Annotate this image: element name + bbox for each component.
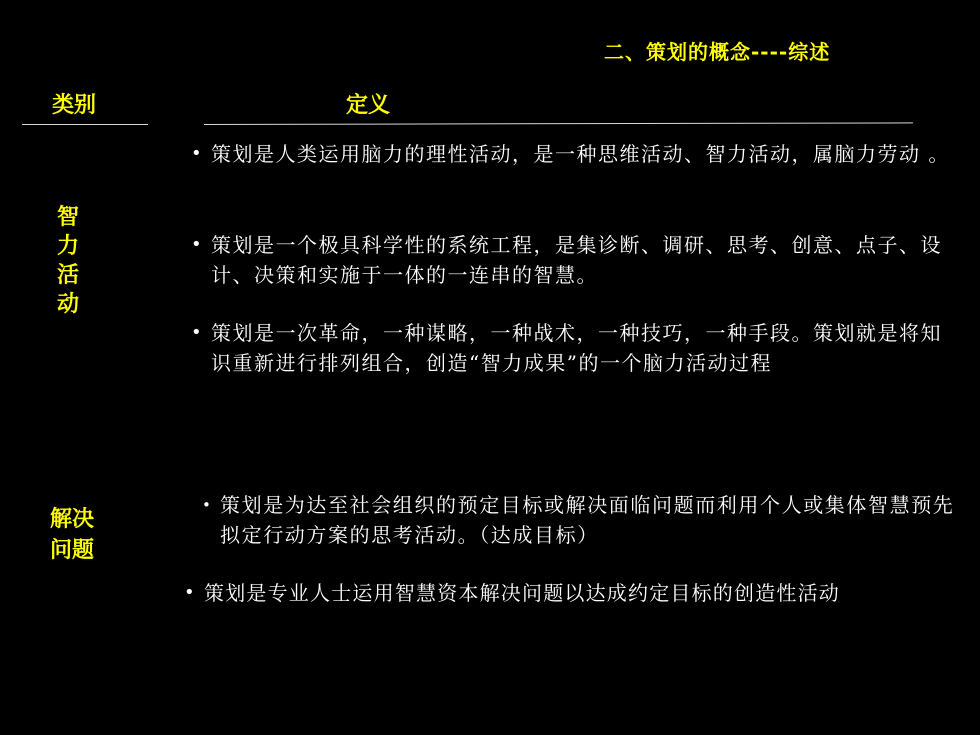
bullet-icon: • xyxy=(191,322,204,343)
definition-text: 策划是人类运用脑力的理性活动，是一种思维活动、智力活动，属脑力劳动 。 xyxy=(211,142,950,166)
bullet-icon: • xyxy=(191,234,204,255)
definition-bullet xyxy=(191,139,963,169)
definition-column-header: 定义 xyxy=(346,93,391,118)
bullet-icon: • xyxy=(184,582,196,603)
definition-bullet xyxy=(191,318,963,378)
category-line: 问题 xyxy=(50,538,95,563)
category-char: 动 xyxy=(57,292,80,317)
bullet-icon: • xyxy=(202,496,213,514)
category-column-header: 类别 xyxy=(52,93,97,118)
definition-text: 策划是一个极具科学性的系统工程，是集诊断、调研、思考、创意、点子、设计、决策和实施于一体的一连串的智慧。 xyxy=(211,233,942,287)
category-line: 解决 xyxy=(50,507,95,532)
category-char: 活 xyxy=(57,263,80,288)
slide-title: 二、策划的概念----综述 xyxy=(604,40,831,64)
bullet-icon: • xyxy=(191,143,204,164)
category-char: 智 xyxy=(57,205,80,230)
category-header-underline xyxy=(22,124,148,125)
definition-text: 策划是为达至社会组织的预定目标或解决面临问题而利用个人或集体智慧预先拟定行动方案的思考活动。（达成目标） xyxy=(220,493,955,547)
definition-bullet xyxy=(191,230,963,290)
definition-bullet xyxy=(184,578,964,608)
category-label-intellectual-activity xyxy=(57,203,83,319)
definition-text: 策划是一次革命，一种谋略，一种战术，一种技巧，一种手段。策划就是将知识重新进行排列组合，创造“智力成果”的一个脑力活动过程 xyxy=(211,321,942,375)
category-label-problem-solving xyxy=(50,504,110,566)
definition-bullet xyxy=(202,490,962,550)
definition-text: 策划是专业人士运用智慧资本解决问题以达成约定目标的创造性活动 xyxy=(204,581,840,605)
definition-header-underline xyxy=(204,122,913,125)
category-char: 力 xyxy=(57,234,80,259)
